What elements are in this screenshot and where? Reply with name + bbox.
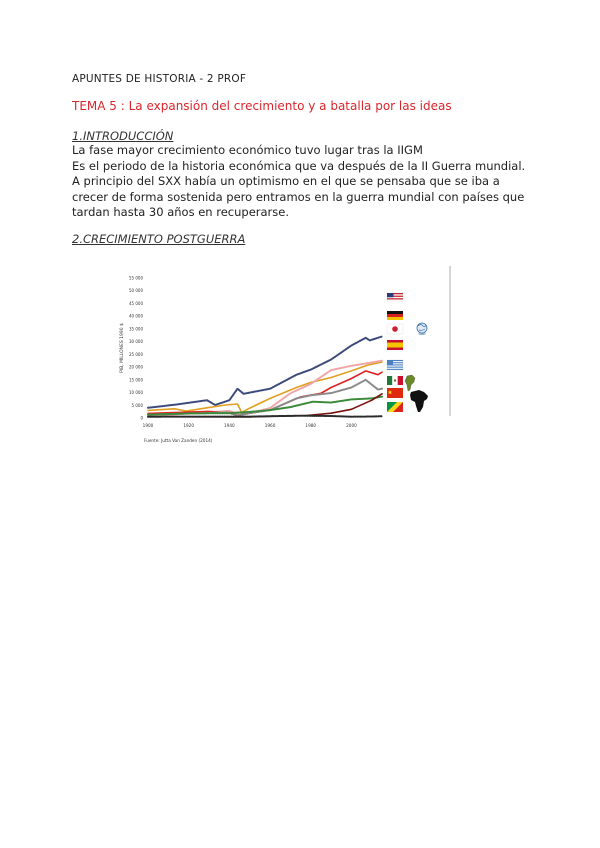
y-tick-label: 20 000 — [129, 364, 143, 370]
flag-germany — [387, 311, 403, 320]
chart-series-group — [148, 337, 382, 417]
y-tick-label: 35 000 — [129, 326, 143, 332]
south-america-map-icon — [405, 375, 415, 391]
series-line-espa-a — [148, 371, 382, 414]
flag-china — [387, 388, 403, 398]
flag-congo — [387, 402, 403, 412]
paragraph-line: Es el periodo de la historia económica que va después de la II Guerra mundial. — [72, 158, 526, 173]
flag-mexico — [387, 376, 403, 385]
flag-greece — [387, 360, 403, 370]
y-axis-ticks — [129, 276, 143, 421]
section-heading-introduccion: 1.INTRODUCCIÓN — [72, 129, 174, 143]
paragraph-line: tardan hasta 30 años en recuperarse. — [72, 205, 290, 219]
series-line-alemania — [148, 362, 382, 412]
x-tick-label: 1920 — [183, 423, 195, 428]
gdp-line-chart — [118, 266, 452, 448]
topic-title: TEMA 5 : La expansión del crecimiento y a batalla por las ideas — [72, 99, 452, 113]
section-heading-crecimiento-postguerra: 2.CRECIMIENTO POSTGUERRA — [72, 232, 246, 246]
y-axis-label: PIB, MILLONES 1990 $ — [120, 323, 125, 373]
x-tick-label: 2000 — [346, 423, 357, 428]
flag-japan — [387, 324, 403, 334]
y-tick-label: 5 000 — [131, 402, 143, 408]
x-axis-ticks — [143, 423, 357, 428]
x-tick-label: 1900 — [142, 423, 154, 428]
flag-spain — [387, 340, 403, 350]
x-tick-label: 1980 — [305, 423, 317, 428]
globe-icon — [417, 323, 427, 335]
y-tick-label: 15 000 — [129, 377, 143, 383]
y-tick-label: 40 000 — [129, 313, 143, 319]
y-tick-label: 55 000 — [129, 275, 143, 281]
document-header: APUNTES DE HISTORIA - 2 PROF — [72, 73, 247, 85]
chart-source-note: Fuente: Jutta Van Zanden (2014) — [144, 438, 213, 443]
paragraph-line: La fase mayor crecimiento económico tuvo lugar tras la IIGM — [72, 143, 423, 157]
y-tick-label: 10 000 — [129, 390, 143, 396]
y-tick-label: 50 000 — [129, 288, 143, 294]
paragraph-line: A principio del SXX había un optimismo en el que se pensaba que se iba a — [72, 174, 500, 188]
flag-united-states — [387, 293, 403, 301]
x-tick-label: 1960 — [264, 423, 276, 428]
africa-map-icon — [410, 390, 428, 412]
y-tick-label: 30 000 — [129, 339, 143, 345]
y-tick-label: 25 000 — [129, 351, 143, 357]
paragraph-line: crecer de forma sostenida pero entramos en la guerra mundial con países que — [72, 189, 525, 204]
x-tick-label: 1940 — [224, 423, 235, 428]
introduction-paragraph — [72, 143, 542, 221]
y-tick-label: 0 — [140, 415, 143, 421]
y-tick-label: 45 000 — [129, 300, 143, 306]
gdp-chart-figure — [118, 266, 452, 448]
series-line-congo — [148, 416, 382, 417]
